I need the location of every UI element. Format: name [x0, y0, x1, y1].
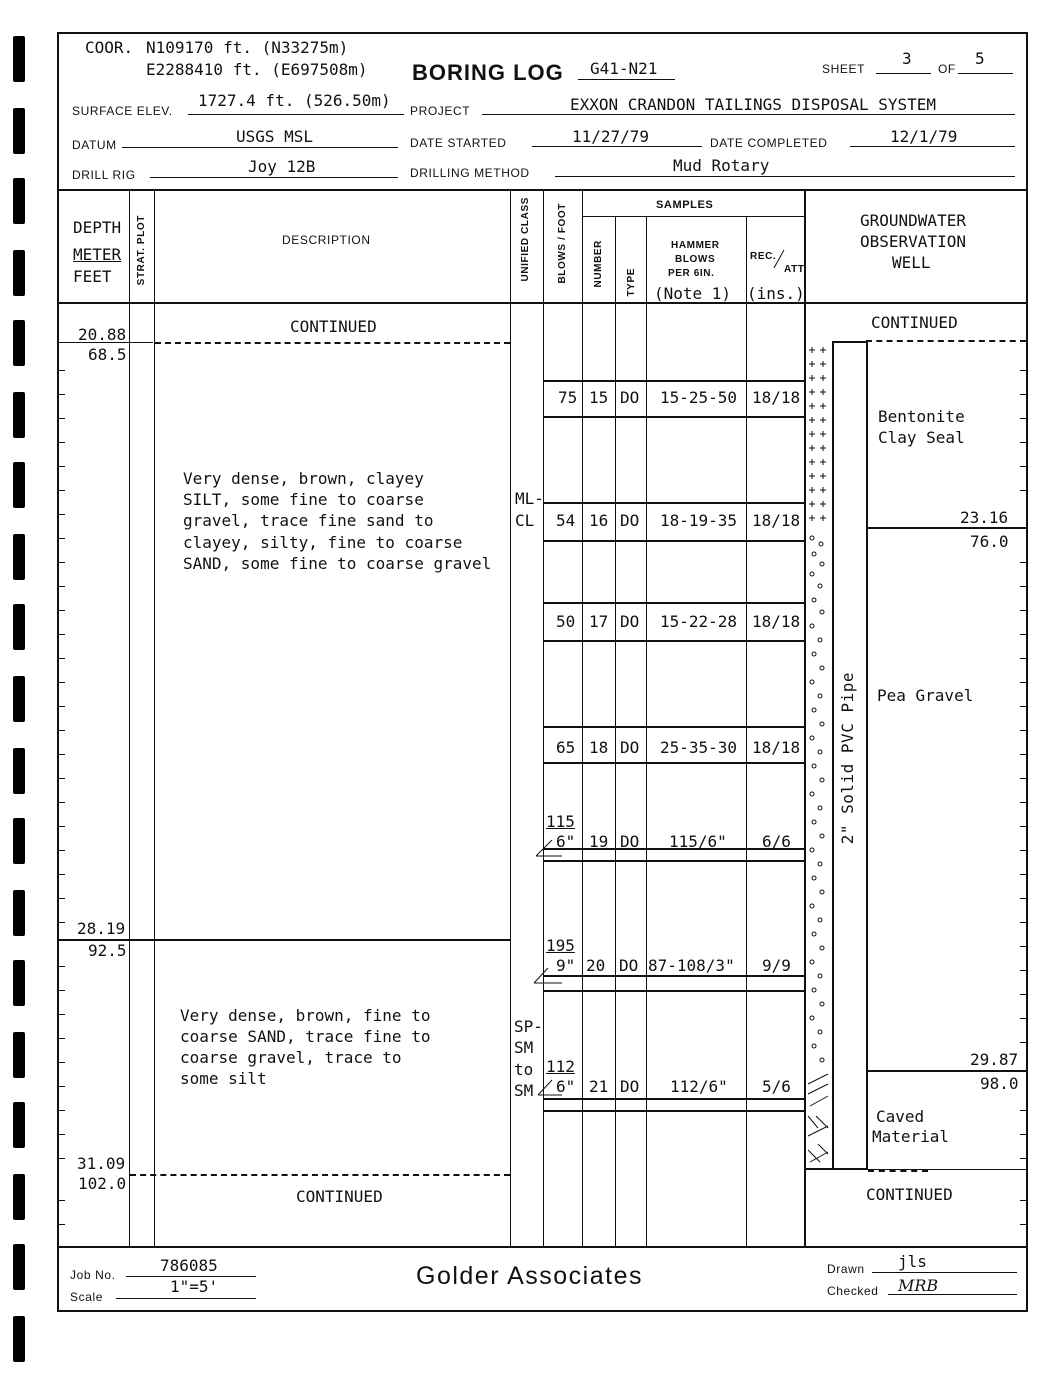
depth-bot-feet: 102.0: [78, 1174, 127, 1193]
hammer-cell: 112/6": [670, 1077, 728, 1096]
col-rec: REC.: [750, 251, 777, 262]
stratum-1-line-2: SILT, some fine to coarse: [183, 490, 424, 509]
job-label: Job No.: [70, 1268, 116, 1282]
sample-type-cell: DO: [620, 832, 640, 851]
surface-elev-label: SURFACE ELEV.: [72, 104, 173, 118]
col-hammer-2: BLOWS: [675, 254, 716, 265]
sample-type-cell: DO: [620, 388, 640, 407]
blows-cell: 112: [546, 1057, 575, 1076]
arrow-marks: [530, 830, 570, 1100]
continued-bottom-well: CONTINUED: [866, 1185, 953, 1204]
hammer-cell: 15-22-28: [660, 612, 738, 631]
coord-label: COOR.: [85, 38, 134, 57]
continued-top-well: CONTINUED: [871, 313, 958, 332]
pvc-pipe-label: 2" Solid PVC Pipe: [838, 672, 857, 845]
depth-mid-meter: 28.19: [77, 919, 126, 938]
col-att: ATT.: [784, 264, 807, 275]
sheet-label: SHEET: [822, 62, 866, 76]
rec-cell: 18/18: [752, 738, 801, 757]
sample-number-cell: 18: [589, 738, 609, 757]
sample-type-cell: DO: [620, 738, 640, 757]
bentonite-symbols: [806, 344, 832, 530]
stratum-1-line-5: SAND, some fine to coarse gravel: [183, 554, 492, 573]
company-name: Golder Associates: [416, 1262, 643, 1290]
depth-mid-feet: 92.5: [88, 941, 127, 960]
gravel-label: Pea Gravel: [877, 686, 974, 705]
date-completed-label: DATE COMPLETED: [710, 136, 828, 150]
col-number: NUMBER: [593, 240, 604, 288]
sample-type-cell: DO: [620, 612, 640, 631]
col-hammer-1: HAMMER: [671, 240, 720, 251]
drawn-value: jls: [898, 1252, 927, 1271]
depth-top-meter: 20.88: [78, 325, 127, 344]
col-description: DESCRIPTION: [282, 233, 371, 247]
stratum-1-uscs-2: CL: [515, 511, 535, 530]
surface-elev: 1727.4 ft. (526.50m): [198, 91, 391, 110]
project-label: PROJECT: [410, 104, 471, 118]
sheet-number: 3: [902, 49, 912, 68]
col-gw-1: GROUNDWATER: [860, 211, 966, 230]
blows-cell: 195: [546, 936, 575, 955]
rec-cell: 18/18: [752, 511, 801, 530]
sample-type-cell: DO: [619, 956, 639, 975]
drill-rig-label: DRILL RIG: [72, 168, 136, 182]
drawn-label: Drawn: [827, 1262, 865, 1276]
rec-cell: 5/6: [762, 1077, 791, 1096]
scale-label: Scale: [70, 1290, 104, 1304]
sample-number-cell: 19: [589, 832, 609, 851]
sample-type-cell: DO: [620, 1077, 640, 1096]
drill-rig: Joy 12B: [248, 157, 316, 176]
page-title: BORING LOG: [412, 60, 564, 85]
caved-material-symbols: [806, 1072, 832, 1168]
hammer-cell: 115/6": [669, 832, 727, 851]
stratum-2-uscs-3: to: [514, 1060, 534, 1079]
col-feet: FEET: [73, 267, 112, 286]
stratum-2-line-3: coarse gravel, trace to: [180, 1048, 402, 1067]
blows-sub-cell: 6": [556, 1077, 576, 1096]
blows-cell: 75: [558, 388, 578, 407]
col-hammer-note: (Note 1): [654, 284, 732, 303]
sample-number-cell: 16: [589, 511, 609, 530]
project: EXXON CRANDON TAILINGS DISPOSAL SYSTEM: [570, 95, 937, 114]
stratum-2-line-2: coarse SAND, trace fine to: [180, 1027, 431, 1046]
boring-id: G41-N21: [590, 59, 658, 78]
stratum-1-line-1: Very dense, brown, clayey: [183, 469, 424, 488]
job-number: 786085: [160, 1256, 218, 1275]
rec-cell: 18/18: [752, 612, 801, 631]
blows-cell: 65: [556, 738, 576, 757]
coord-east: E2288410 ft. (E697508m): [146, 60, 368, 79]
seal-bottom-feet: 76.0: [970, 532, 1009, 551]
caved-label-1: Caved: [876, 1107, 925, 1126]
drilling-method: Mud Rotary: [673, 156, 770, 175]
rec-cell: 6/6: [762, 832, 791, 851]
scale-value: 1"=5': [170, 1277, 219, 1296]
sample-type-cell: DO: [620, 511, 640, 530]
hammer-cell: 18-19-35: [660, 511, 738, 530]
checked-label: Checked: [827, 1284, 879, 1298]
seal-label-2: Clay Seal: [878, 428, 965, 447]
date-started: 11/27/79: [572, 127, 650, 146]
rec-cell: 9/9: [762, 956, 791, 975]
col-hammer-3: PER 6IN.: [668, 268, 715, 279]
sheet-total: 5: [975, 49, 985, 68]
date-started-label: DATE STARTED: [410, 136, 507, 150]
datum: USGS MSL: [236, 127, 314, 146]
hammer-cell: 15-25-50: [660, 388, 738, 407]
seal-label-1: Bentonite: [878, 407, 965, 426]
hammer-cell: 25-35-30: [660, 738, 738, 757]
sample-number-cell: 21: [589, 1077, 609, 1096]
stratum-2-uscs-4: SM: [514, 1081, 534, 1100]
gravel-bottom-meter: 29.87: [970, 1050, 1019, 1069]
caved-label-2: Material: [872, 1127, 950, 1146]
drilling-method-label: DRILLING METHOD: [410, 166, 530, 180]
sample-number-cell: 17: [589, 612, 609, 631]
depth-bot-meter: 31.09: [77, 1154, 126, 1173]
col-samples: SAMPLES: [656, 199, 714, 211]
gravel-bottom-feet: 98.0: [980, 1074, 1019, 1093]
coord-north: N109170 ft. (N33275m): [146, 38, 349, 57]
datum-label: DATUM: [72, 138, 117, 152]
hammer-cell: 87-108/3": [648, 956, 735, 975]
date-completed: 12/1/79: [890, 127, 958, 146]
stratum-2-line-4: some silt: [180, 1069, 267, 1088]
depth-top-feet: 68.5: [88, 345, 127, 364]
col-strat-plot: STRAT. PLOT: [136, 215, 147, 286]
stratum-2-line-1: Very dense, brown, fine to: [180, 1006, 431, 1025]
blows-sub-cell: 6": [556, 832, 576, 851]
col-meter: METER: [73, 245, 122, 264]
col-depth: DEPTH: [73, 218, 122, 237]
rec-cell: 18/18: [752, 388, 801, 407]
col-ins: (ins.): [747, 284, 805, 303]
sample-number-cell: 20: [586, 956, 606, 975]
col-gw-3: WELL: [892, 253, 931, 272]
blows-sub-cell: 9": [556, 956, 576, 975]
pea-gravel-symbols: [806, 530, 832, 1070]
stratum-2-uscs-2: SM: [514, 1038, 534, 1057]
sample-number-cell: 15: [589, 388, 609, 407]
stratum-1-uscs-1: ML-: [515, 489, 544, 508]
blows-cell: 50: [556, 612, 576, 631]
col-unified-class: UNIFIED CLASS: [520, 197, 531, 282]
continued-bottom: CONTINUED: [296, 1187, 383, 1206]
stratum-1-line-3: gravel, trace fine sand to: [183, 511, 434, 530]
stratum-2-uscs-1: SP-: [514, 1017, 543, 1036]
checked-value: MRB: [898, 1276, 939, 1295]
blows-cell: 115: [546, 812, 575, 831]
stratum-1-line-4: clayey, silty, fine to coarse: [183, 533, 463, 552]
of-label: OF: [938, 62, 956, 76]
continued-top: CONTINUED: [290, 317, 377, 336]
col-blows-foot: BLOWS / FOOT: [557, 203, 568, 284]
col-gw-2: OBSERVATION: [860, 232, 966, 251]
blows-cell: 54: [556, 511, 576, 530]
col-type: TYPE: [626, 268, 637, 297]
seal-bottom-meter: 23.16: [960, 508, 1009, 527]
